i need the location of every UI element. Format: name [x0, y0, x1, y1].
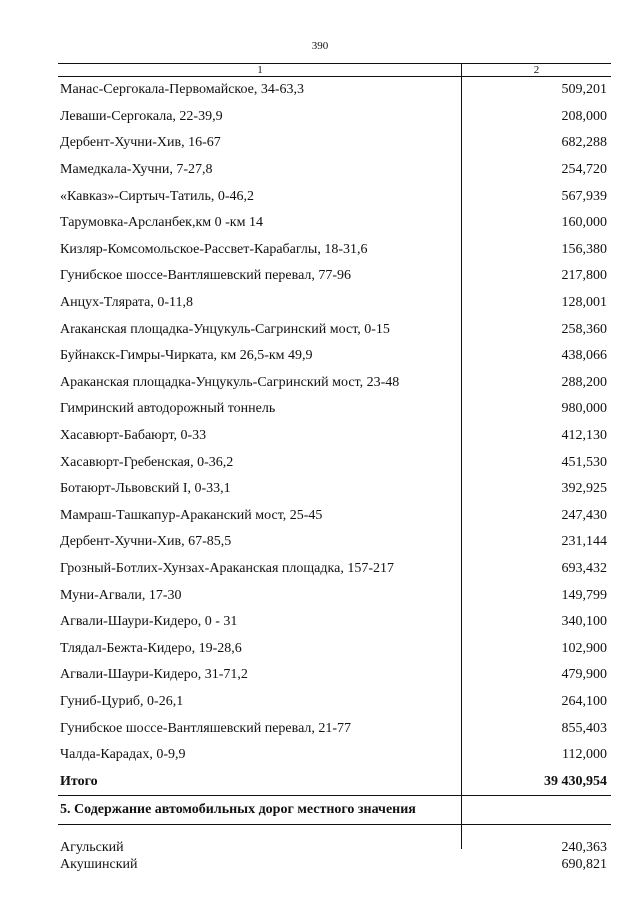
table-row	[58, 343, 611, 370]
total-label: Итого	[60, 773, 98, 789]
row-value: 247,430	[561, 507, 607, 523]
header-col-1: 1	[257, 64, 263, 76]
section-heading-row	[58, 795, 611, 825]
row-value: 438,066	[561, 348, 607, 364]
table-body	[58, 77, 611, 768]
table-row	[58, 609, 611, 636]
row-name: Буйнакск-Гимры-Чирката, км 26,5-км 49,9	[60, 348, 313, 364]
section-body	[58, 839, 611, 873]
table-row	[58, 423, 611, 450]
table-row	[58, 130, 611, 157]
row-name: Хасавюрт-Гребенская, 0-36,2	[60, 454, 234, 470]
page-number: 390	[311, 40, 329, 52]
table-row	[58, 237, 611, 264]
row-name: Гуниб-Цуриб, 0-26,1	[60, 693, 184, 709]
table-row	[58, 742, 611, 769]
header-col-2: 2	[533, 64, 540, 76]
section-spacer	[58, 825, 611, 839]
row-name: Гунибское шоссе-Вантляшевский перевал, 21-77	[60, 720, 352, 736]
table-row	[58, 476, 611, 503]
column-divider	[461, 64, 462, 849]
row-value: 693,432	[561, 560, 607, 576]
row-value: 128,001	[561, 295, 607, 311]
table-row	[58, 396, 611, 423]
row-name: Акушинский	[60, 856, 138, 872]
table-row	[58, 839, 611, 856]
table-row	[58, 77, 611, 104]
row-value: 208,000	[561, 108, 607, 124]
row-name: Кизляр-Комсомольское-Рассвет-Карабаглы, 18-31,6	[60, 241, 368, 257]
table-row	[58, 104, 611, 131]
row-name: Тлядал-Бежта-Кидеро, 19-28,6	[60, 640, 242, 656]
table-row	[58, 556, 611, 583]
row-name: Хасавюрт-Бабаюрт, 0-33	[60, 428, 207, 444]
row-name: Тарумовка-Арсланбек,км 0 -км 14	[60, 215, 263, 231]
table-row	[58, 210, 611, 237]
row-value: 240,363	[561, 839, 607, 855]
row-name: Мамраш-Ташкапур-Араканский мост, 25-45	[60, 507, 323, 523]
row-value: 264,100	[561, 693, 607, 709]
table-row	[58, 290, 611, 317]
row-value: 567,939	[561, 188, 607, 204]
row-value: 217,800	[561, 268, 607, 284]
table-row	[58, 263, 611, 290]
table-row	[58, 370, 611, 397]
row-value: 980,000	[561, 401, 607, 417]
row-value: 451,530	[561, 454, 607, 470]
table-row	[58, 529, 611, 556]
row-name: Леваши-Сергокала, 22-39,9	[60, 108, 223, 124]
row-value: 340,100	[561, 614, 607, 630]
row-name: Агвали-Шаури-Кидеро, 31-71,2	[60, 667, 248, 683]
row-value: 254,720	[561, 162, 607, 178]
row-value: 160,000	[561, 215, 607, 231]
row-name: Ботаюрт-Львовский I, 0-33,1	[60, 481, 231, 497]
table-row	[58, 635, 611, 662]
row-value: 149,799	[561, 587, 607, 603]
table-row	[58, 856, 611, 873]
section-title: 5. Содержание автомобильных дорог местного значения	[60, 802, 416, 818]
row-name: Дербент-Хучни-Хив, 67-85,5	[60, 534, 232, 550]
table-row	[58, 449, 611, 476]
table-row	[58, 183, 611, 210]
row-name: Агвали-Шаури-Кидеро, 0 - 31	[60, 614, 238, 630]
row-value: 258,360	[561, 321, 607, 337]
row-name: Дербент-Хучни-Хив, 16-67	[60, 135, 221, 151]
row-value: 231,144	[561, 534, 607, 550]
row-name: Чалда-Карадах, 0-9,9	[60, 747, 186, 763]
row-value: 112,000	[562, 747, 607, 763]
row-name: Араканская площадка-Унцукуль-Сагринский мост, 23-48	[60, 374, 400, 390]
table-row	[58, 582, 611, 609]
row-name: Грозный-Ботлих-Хунзах-Араканская площадка, 157-217	[60, 560, 394, 576]
row-value: 156,380	[561, 241, 607, 257]
budget-table	[58, 63, 611, 873]
table-row	[58, 689, 611, 716]
row-name: Гунибское шоссе-Вантляшевский перевал, 77-96	[60, 268, 352, 284]
row-value: 479,900	[561, 667, 607, 683]
row-value: 102,900	[561, 640, 607, 656]
row-name: Мамедкала-Хучни, 7-27,8	[60, 162, 213, 178]
table-row	[58, 316, 611, 343]
table-row	[58, 715, 611, 742]
row-name: Манас-Сергокала-Первомайское, 34-63,3	[60, 82, 305, 98]
table-row	[58, 503, 611, 530]
row-value: 690,821	[561, 856, 607, 872]
row-name: «Кавказ»-Сиртыч-Татиль, 0-46,2	[60, 188, 255, 204]
table-header	[58, 64, 611, 77]
total-row	[58, 768, 611, 795]
table-row	[58, 662, 611, 689]
row-name: Агульский	[60, 839, 124, 855]
row-value: 288,200	[561, 374, 607, 390]
row-name: Гимринский автодорожный тоннель	[60, 401, 276, 417]
table-row	[58, 157, 611, 184]
row-value: 392,925	[561, 481, 607, 497]
row-name: Анцух-Тлярата, 0-11,8	[60, 295, 194, 311]
row-name: Муни-Агвали, 17-30	[60, 587, 182, 603]
row-value: 682,288	[561, 135, 607, 151]
row-name: Araканская площадка-Унцукуль-Сагринский мост, 0-15	[60, 321, 390, 337]
row-value: 509,201	[561, 82, 607, 98]
row-value: 855,403	[561, 720, 607, 736]
row-value: 412,130	[561, 428, 607, 444]
total-value: 39 430,954	[544, 773, 607, 789]
